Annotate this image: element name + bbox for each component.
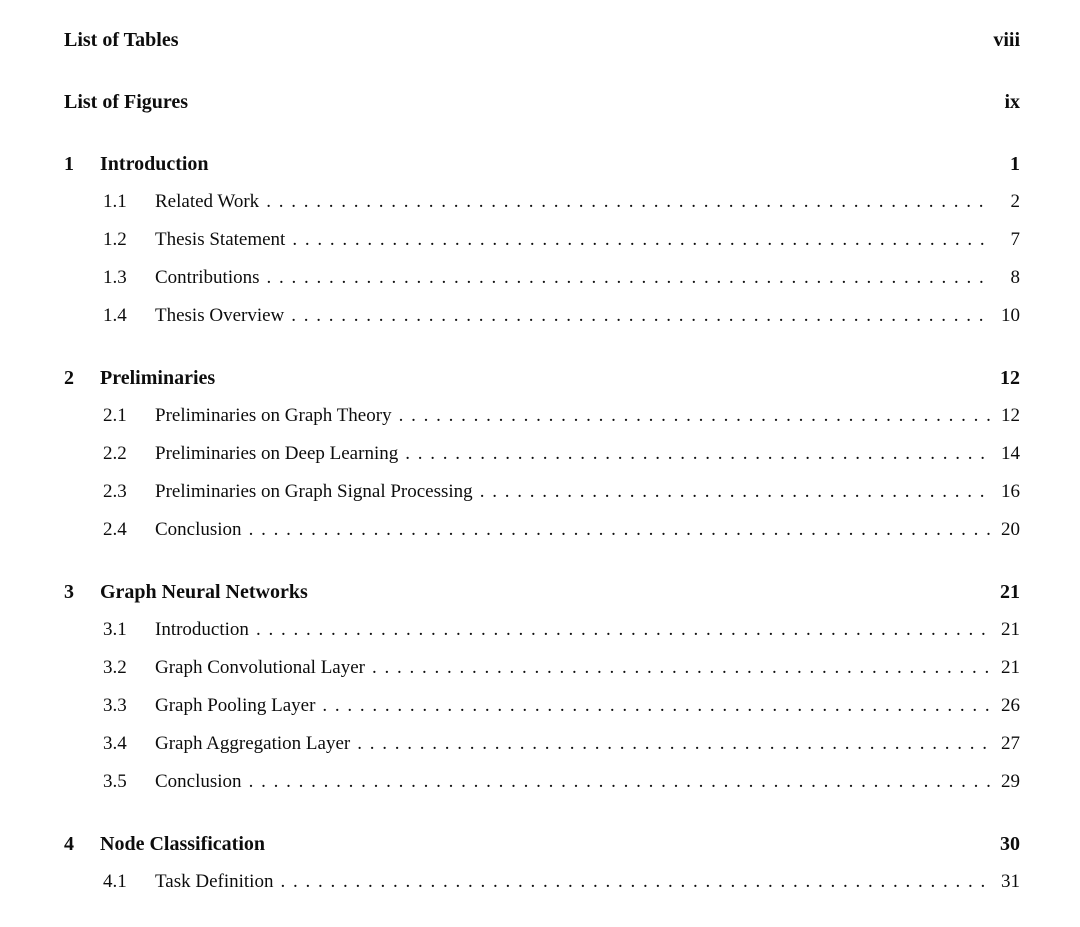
dot-leader: [291, 297, 992, 335]
toc-section-2-3[interactable]: [64, 473, 1020, 511]
toc-entry-title: List of Figures: [64, 91, 189, 113]
dot-leader: [256, 611, 992, 649]
dot-leader: [357, 725, 992, 763]
toc-entry-list-of-tables[interactable]: [64, 21, 1020, 59]
section-number: 1.2: [103, 229, 127, 250]
chapter-number: 4: [64, 833, 74, 855]
toc-section-2-4[interactable]: [64, 511, 1020, 549]
section-number: 2.4: [103, 519, 127, 540]
toc-entry-page: 12: [1000, 367, 1020, 389]
section-title: Preliminaries on Graph Theory: [155, 405, 392, 426]
toc-entry-page: 21: [1001, 619, 1020, 640]
section-title: Introduction: [155, 619, 249, 640]
section-number: 4.1: [103, 871, 127, 892]
toc-entry-title: List of Tables: [64, 29, 179, 51]
toc-entry-page: 21: [1001, 657, 1020, 678]
toc-entry-page: viii: [993, 29, 1020, 51]
section-title: Preliminaries on Graph Signal Processing: [155, 481, 473, 502]
section-title: Preliminaries on Deep Learning: [155, 443, 399, 464]
toc-entry-page: 20: [1001, 519, 1020, 540]
toc-section-4-1[interactable]: [64, 863, 1020, 901]
toc-entry-page: 27: [1001, 733, 1020, 754]
chapter-title: Introduction: [100, 153, 209, 175]
section-title: Conclusion: [155, 771, 242, 792]
section-number: 2.1: [103, 405, 127, 426]
dot-leader: [280, 863, 992, 901]
section-number: 3.2: [103, 657, 127, 678]
section-number: 1.3: [103, 267, 127, 288]
toc-section-1-3[interactable]: [64, 259, 1020, 297]
section-number: 3.4: [103, 733, 127, 754]
section-title: Contributions: [155, 267, 260, 288]
toc-section-3-3[interactable]: [64, 687, 1020, 725]
dot-leader: [405, 435, 992, 473]
toc-entry-page: 8: [1010, 267, 1020, 288]
chapter-number: 2: [64, 367, 74, 389]
dot-leader: [399, 397, 992, 435]
section-title: Graph Convolutional Layer: [155, 657, 366, 678]
dot-leader: [372, 649, 992, 687]
toc-chapter-1[interactable]: [64, 145, 1020, 183]
toc-section-3-5[interactable]: [64, 763, 1020, 801]
section-number: 1.1: [103, 191, 127, 212]
toc-entry-page: 31: [1001, 871, 1020, 892]
section-number: 3.3: [103, 695, 127, 716]
toc-section-2-2[interactable]: [64, 435, 1020, 473]
toc-entry-list-of-figures[interactable]: [64, 83, 1020, 121]
section-title: Graph Aggregation Layer: [155, 733, 351, 754]
toc-chapter-2[interactable]: [64, 359, 1020, 397]
toc-section-2-1[interactable]: [64, 397, 1020, 435]
toc-section-3-4[interactable]: [64, 725, 1020, 763]
toc-entry-page: 12: [1001, 405, 1020, 426]
toc-entry-page: 21: [1000, 581, 1020, 603]
dot-leader: [249, 763, 992, 801]
toc-section-3-1[interactable]: [64, 611, 1020, 649]
chapter-number: 3: [64, 581, 74, 603]
toc-entry-page: 16: [1001, 481, 1020, 502]
dot-leader: [480, 473, 992, 511]
chapter-title: Node Classification: [100, 833, 265, 855]
dot-leader: [322, 687, 992, 725]
toc-entry-page: 1: [1010, 153, 1020, 175]
section-title: Graph Pooling Layer: [155, 695, 316, 716]
toc-section-1-4[interactable]: [64, 297, 1020, 335]
toc-section-1-2[interactable]: [64, 221, 1020, 259]
section-number: 2.3: [103, 481, 127, 502]
section-title: Conclusion: [155, 519, 242, 540]
section-title: Thesis Statement: [155, 229, 286, 250]
chapter-title: Preliminaries: [100, 367, 216, 389]
chapter-number: 1: [64, 153, 74, 175]
toc-entry-page: 14: [1001, 443, 1020, 464]
section-title: Task Definition: [155, 871, 274, 892]
dot-leader: [292, 221, 992, 259]
toc-section-3-2[interactable]: [64, 649, 1020, 687]
section-number: 3.5: [103, 771, 127, 792]
toc-entry-page: 2: [1010, 191, 1020, 212]
toc-entry-page: 26: [1001, 695, 1020, 716]
toc-section-1-1[interactable]: [64, 183, 1020, 221]
toc-entry-page: 30: [1000, 833, 1020, 855]
toc-chapter-4[interactable]: [64, 825, 1020, 863]
section-title: Thesis Overview: [155, 305, 285, 326]
toc-entry-page: 29: [1001, 771, 1020, 792]
section-number: 3.1: [103, 619, 127, 640]
toc-entry-page: ix: [1004, 91, 1020, 113]
section-number: 2.2: [103, 443, 127, 464]
toc-entry-page: 7: [1010, 229, 1020, 250]
toc-chapter-3[interactable]: [64, 573, 1020, 611]
dot-leader: [249, 511, 992, 549]
toc-entry-page: 10: [1001, 305, 1020, 326]
chapter-title: Graph Neural Networks: [100, 581, 308, 603]
dot-leader: [267, 259, 992, 297]
dot-leader: [266, 183, 992, 221]
section-number: 1.4: [103, 305, 127, 326]
section-title: Related Work: [155, 191, 260, 212]
